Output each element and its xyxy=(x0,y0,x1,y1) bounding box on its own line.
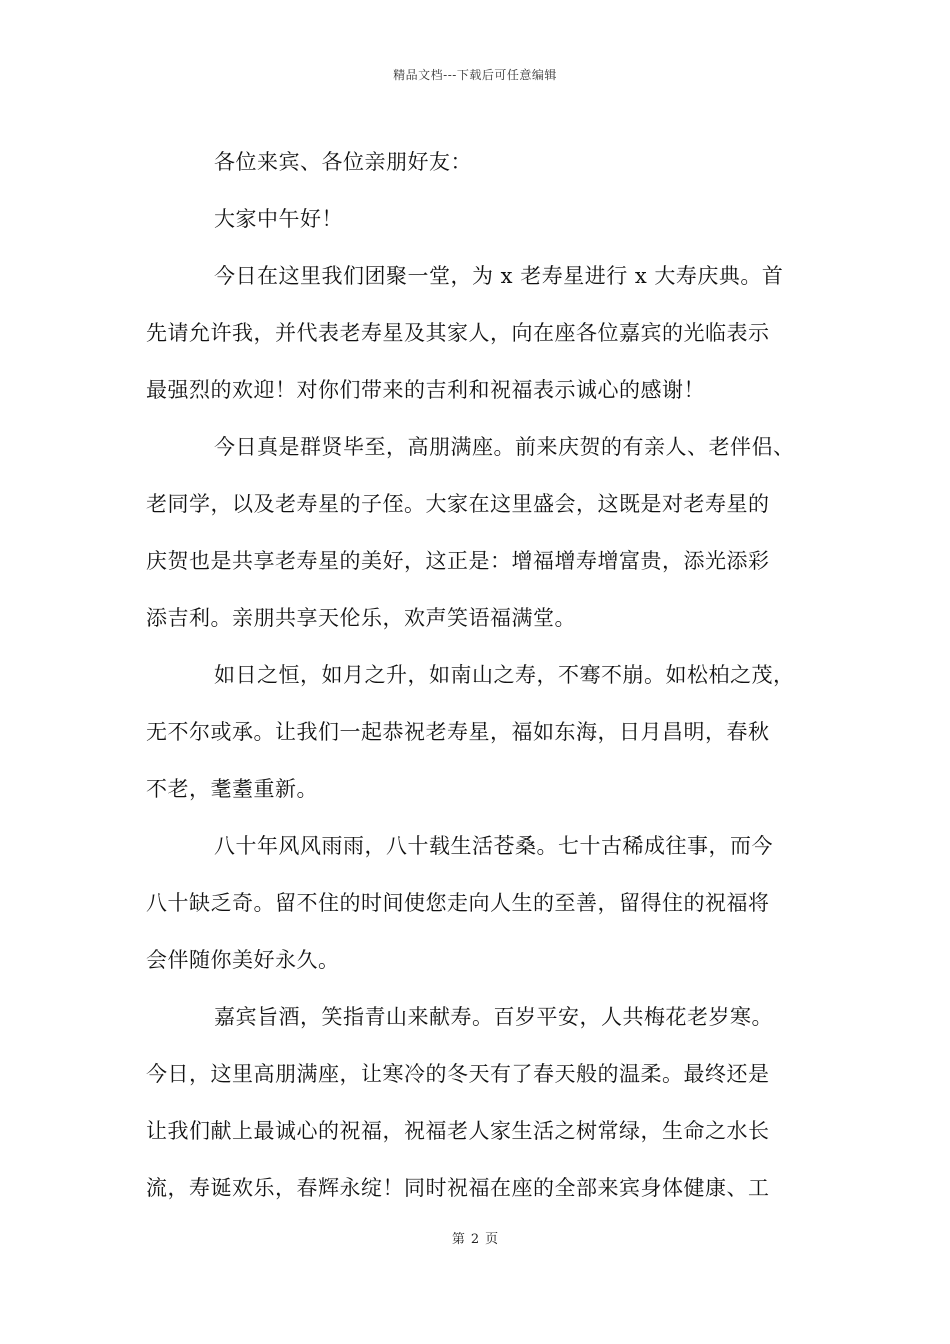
paragraph-line: 今日在这里我们团聚一堂，为 x 老寿星进行 x 大寿庆典。首 xyxy=(214,264,784,288)
paragraph-line: 老同学，以及老寿星的子侄。大家在这里盛会，这既是对老寿星的 xyxy=(146,492,770,516)
paragraph-line: 嘉宾旨酒，笑指青山来献寿。百岁平安，人共梅花老岁寒。 xyxy=(214,1005,773,1029)
paragraph-line: 不老，耄耋重新。 xyxy=(146,777,318,801)
paragraph-line: 流，寿诞欢乐，春辉永绽！同时祝福在座的全部来宾身体健康、工 xyxy=(146,1176,770,1200)
page-label-suffix: 页 xyxy=(485,1232,499,1247)
paragraph-line: 会伴随你美好永久。 xyxy=(146,948,340,972)
paragraph-line: 如日之恒，如月之升，如南山之寿，不骞不崩。如松柏之茂， xyxy=(214,663,795,687)
page-footer xyxy=(0,1228,950,1247)
page-number: 2 xyxy=(470,1232,480,1247)
paragraph-line: 让我们献上最诚心的祝福，祝福老人家生活之树常绿，生命之水长 xyxy=(146,1119,770,1143)
paragraph-line: 八十缺乏奇。留不住的时间使您走向人生的至善，留得住的祝福将 xyxy=(146,891,770,915)
paragraph-line: 今日，这里高朋满座，让寒冷的冬天有了春天般的温柔。最终还是 xyxy=(146,1062,770,1086)
paragraph-line: 最强烈的欢迎！对你们带来的吉利和祝福表示诚心的感谢！ xyxy=(146,378,705,402)
page-label-prefix: 第 xyxy=(451,1232,465,1247)
document-body xyxy=(146,134,806,1217)
paragraph-line: 添吉利。亲朋共享天伦乐，欢声笑语福满堂。 xyxy=(146,606,576,630)
greeting-line: 大家中午好！ xyxy=(214,207,343,231)
paragraph-line: 无不尔或承。让我们一起恭祝老寿星，福如东海，日月昌明，春秋 xyxy=(146,720,770,744)
page-header: 精品文档---下载后可任意编辑 xyxy=(393,68,557,82)
paragraph-line: 八十年风风雨雨，八十载生活苍桑。七十古稀成往事，而今 xyxy=(214,834,773,858)
greeting-line: 各位来宾、各位亲朋好友： xyxy=(214,150,472,174)
paragraph-line: 先请允许我，并代表老寿星及其家人，向在座各位嘉宾的光临表示 xyxy=(146,321,770,345)
paragraph-line: 庆贺也是共享老寿星的美好，这正是：增福增寿增富贵，添光添彩 xyxy=(146,549,770,573)
paragraph-line: 今日真是群贤毕至，高朋满座。前来庆贺的有亲人、老伴侣、 xyxy=(214,435,795,459)
